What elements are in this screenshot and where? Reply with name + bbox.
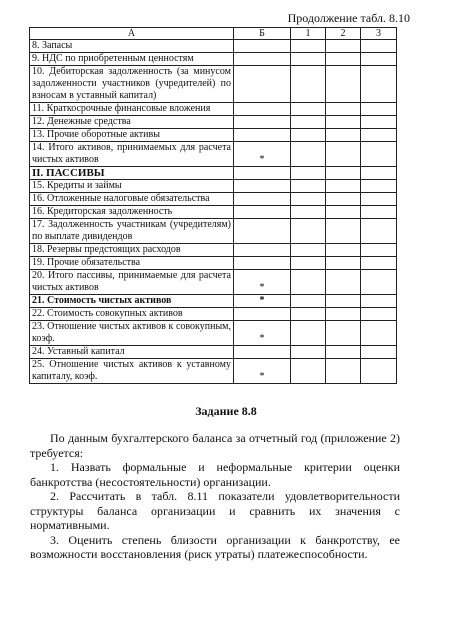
- row-mark: [234, 116, 291, 129]
- value-cell-3: [361, 142, 397, 167]
- value-cell-3: [361, 193, 397, 206]
- value-cell-3: [361, 308, 397, 321]
- task-item-1: 1. Назвать формальные и неформальные критерии оценки банкротства (несостоятельности) организации.: [30, 460, 400, 489]
- table-row: [30, 359, 397, 384]
- row-label: 10. Дебиторская задолженность (за минусом задолженности участников (учредителей) по взносам в уставный капитал): [30, 66, 234, 103]
- task-item-3: 3. Оценить степень близости организации к банкротству, ее возможности восстановления (риск утраты) платежеспособности.: [30, 532, 400, 561]
- value-cell-1: [291, 219, 326, 244]
- value-cell-3: [361, 103, 397, 116]
- value-cell-2: [326, 244, 361, 257]
- value-cell-1: [291, 116, 326, 129]
- row-label: 23. Отношение чистых активов к совокупным, коэф.: [30, 321, 234, 346]
- row-mark: *: [234, 270, 291, 295]
- table-row: [30, 40, 397, 53]
- row-label: 22. Стоимость совокупных активов: [30, 308, 234, 321]
- row-mark: [234, 167, 291, 180]
- value-cell-2: [326, 321, 361, 346]
- row-label: 20. Итого пассивы, принимаемые для расчета чистых активов: [30, 270, 234, 295]
- column-header-3: 3: [361, 28, 397, 40]
- value-cell-3: [361, 129, 397, 142]
- table-row: [30, 53, 397, 66]
- value-cell-1: [291, 193, 326, 206]
- value-cell-1: [291, 321, 326, 346]
- value-cell-1: [291, 53, 326, 66]
- value-cell-1: [291, 346, 326, 359]
- value-cell-3: [361, 180, 397, 193]
- task-intro-paragraph: По данным бухгалтерского баланса за отчетный год (приложение 2) требуется:: [30, 431, 400, 460]
- row-mark: [234, 206, 291, 219]
- value-cell-2: [326, 206, 361, 219]
- value-cell-2: [326, 359, 361, 384]
- row-mark: [234, 66, 291, 103]
- value-cell-2: [326, 295, 361, 308]
- column-header-a: А: [30, 28, 234, 40]
- row-label: 9. НДС по приобретенным ценностям: [30, 53, 234, 66]
- value-cell-2: [326, 116, 361, 129]
- value-cell-3: [361, 116, 397, 129]
- row-label: 8. Запасы: [30, 40, 234, 53]
- table-row: [30, 206, 397, 219]
- row-label: 11. Краткосрочные финансовые вложения: [30, 103, 234, 116]
- value-cell-3: [361, 53, 397, 66]
- value-cell-3: [361, 321, 397, 346]
- value-cell-1: [291, 295, 326, 308]
- row-mark: [234, 308, 291, 321]
- table-row: [30, 180, 397, 193]
- value-cell-1: [291, 257, 326, 270]
- column-header-2: 2: [326, 28, 361, 40]
- value-cell-1: [291, 167, 326, 180]
- value-cell-1: [291, 206, 326, 219]
- row-label: 16. Кредиторская задолженность: [30, 206, 234, 219]
- value-cell-2: [326, 66, 361, 103]
- value-cell-3: [361, 295, 397, 308]
- value-cell-3: [361, 40, 397, 53]
- row-mark: [234, 40, 291, 53]
- table-row: [30, 219, 397, 244]
- value-cell-1: [291, 308, 326, 321]
- row-label: 15. Кредиты и займы: [30, 180, 234, 193]
- row-mark: [234, 244, 291, 257]
- table-body: [30, 40, 397, 384]
- value-cell-2: [326, 193, 361, 206]
- row-mark: [234, 53, 291, 66]
- value-cell-1: [291, 40, 326, 53]
- table-continuation-label: Продолжение табл. 8.10: [287, 11, 410, 25]
- row-mark: [234, 346, 291, 359]
- value-cell-1: [291, 142, 326, 167]
- row-label: 17. Задолженность участникам (учредителям) по выплате дивидендов: [30, 219, 234, 244]
- row-label: 24. Уставный капитал: [30, 346, 234, 359]
- row-label: 12. Денежные средства: [30, 116, 234, 129]
- row-mark: [234, 180, 291, 193]
- value-cell-3: [361, 66, 397, 103]
- row-label: 16. Отложенные налоговые обязательства: [30, 193, 234, 206]
- net-assets-table: [29, 27, 397, 384]
- value-cell-2: [326, 167, 361, 180]
- value-cell-3: [361, 346, 397, 359]
- value-cell-1: [291, 180, 326, 193]
- row-mark: [234, 219, 291, 244]
- value-cell-2: [326, 257, 361, 270]
- row-mark: [234, 257, 291, 270]
- value-cell-1: [291, 129, 326, 142]
- task-text: [30, 431, 400, 562]
- value-cell-3: [361, 219, 397, 244]
- row-mark: [234, 129, 291, 142]
- table-row: [30, 270, 397, 295]
- row-label: 18. Резервы предстоящих расходов: [30, 244, 234, 257]
- row-mark: [234, 103, 291, 116]
- value-cell-3: [361, 206, 397, 219]
- table-row: [30, 321, 397, 346]
- value-cell-3: [361, 244, 397, 257]
- table-row: [30, 142, 397, 167]
- table-row: [30, 129, 397, 142]
- value-cell-2: [326, 142, 361, 167]
- task-title: Задание 8.8: [195, 404, 257, 418]
- section-row: [30, 167, 397, 180]
- row-label: 13. Прочие оборотные активы: [30, 129, 234, 142]
- value-cell-3: [361, 167, 397, 180]
- table-row: [30, 346, 397, 359]
- value-cell-1: [291, 244, 326, 257]
- value-cell-1: [291, 103, 326, 116]
- value-cell-3: [361, 270, 397, 295]
- table-header-row: [30, 28, 397, 40]
- value-cell-1: [291, 270, 326, 295]
- row-label: 19. Прочие обязательства: [30, 257, 234, 270]
- table-row: [30, 193, 397, 206]
- row-label: 25. Отношение чистых активов к уставному капиталу, коэф.: [30, 359, 234, 384]
- table-row: [30, 257, 397, 270]
- value-cell-2: [326, 346, 361, 359]
- row-label: 14. Итого активов, принимаемых для расчета чистых активов: [30, 142, 234, 167]
- value-cell-1: [291, 66, 326, 103]
- row-mark: *: [234, 359, 291, 384]
- column-header-b: Б: [234, 28, 291, 40]
- table-row: [30, 66, 397, 103]
- value-cell-2: [326, 103, 361, 116]
- table-row: [30, 308, 397, 321]
- value-cell-2: [326, 180, 361, 193]
- row-label: 21. Стоимость чистых активов: [30, 295, 234, 308]
- value-cell-3: [361, 257, 397, 270]
- task-item-2: 2. Рассчитать в табл. 8.11 показатели удовлетворительности структуры баланса организации и сравнить их значения с нормативными.: [30, 489, 400, 532]
- table-row: [30, 244, 397, 257]
- row-mark: *: [234, 321, 291, 346]
- value-cell-2: [326, 270, 361, 295]
- row-mark: *: [234, 295, 291, 308]
- value-cell-1: [291, 359, 326, 384]
- row-mark: *: [234, 142, 291, 167]
- value-cell-2: [326, 40, 361, 53]
- column-header-1: 1: [291, 28, 326, 40]
- table-row: [30, 116, 397, 129]
- value-cell-2: [326, 129, 361, 142]
- value-cell-2: [326, 219, 361, 244]
- row-label: II. ПАССИВЫ: [30, 167, 234, 180]
- table-row: [30, 103, 397, 116]
- table-row: [30, 295, 397, 308]
- value-cell-2: [326, 308, 361, 321]
- value-cell-3: [361, 359, 397, 384]
- value-cell-2: [326, 53, 361, 66]
- row-mark: [234, 193, 291, 206]
